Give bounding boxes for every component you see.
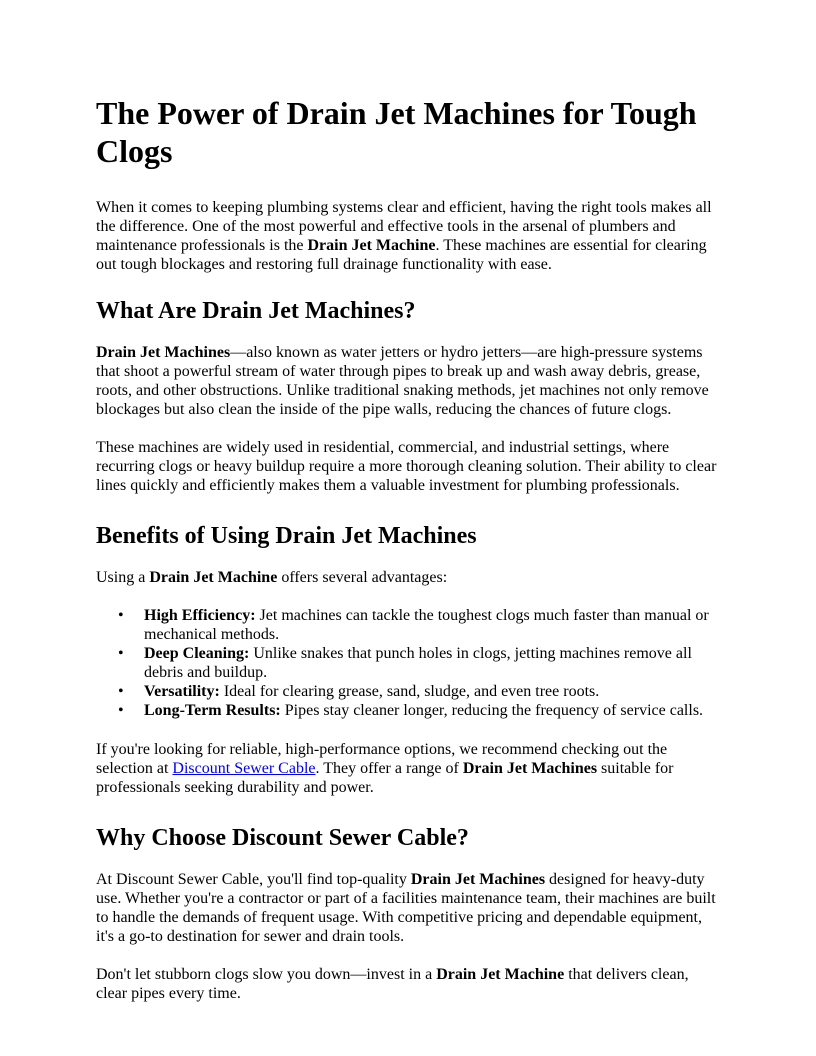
after-text-2: . They offer a range of bbox=[315, 760, 463, 777]
list-item-text: Unlike snakes that punch holes in clogs, jetting machines remove all debris and buildup. bbox=[144, 645, 692, 681]
what-paragraph-2: These machines are widely used in residential, commercial, and industrial settings, where recurring clogs or heavy buildup require a more thorough cleaning solution. Their ability to clear lines quickly and efficiently makes them a valuable investment for plumbing professionals. bbox=[96, 439, 717, 494]
benefits-lead bbox=[96, 568, 720, 587]
benefits-lead-text-2: offers several advantages: bbox=[277, 569, 448, 586]
list-item-text: Ideal for clearing grease, sand, sludge, and even tree roots. bbox=[219, 683, 600, 700]
intro-bold-term: Drain Jet Machine bbox=[307, 237, 436, 254]
benefits-after-paragraph bbox=[96, 740, 720, 797]
discount-sewer-cable-link[interactable]: Discount Sewer Cable bbox=[172, 760, 316, 777]
benefits-lead-text-1: Using a bbox=[96, 569, 150, 586]
list-item bbox=[118, 682, 720, 701]
why-bold-term: Drain Jet Machines bbox=[410, 871, 546, 888]
intro-text-2: . These machines are essential for clearing out tough blockages and restoring full drainage functionality with ease. bbox=[96, 237, 707, 273]
list-item bbox=[118, 701, 720, 720]
after-bold-term: Drain Jet Machines bbox=[462, 760, 598, 777]
why-text-4: that delivers clean, clear pipes every time. bbox=[96, 966, 689, 1002]
list-item bbox=[118, 606, 720, 644]
bullet-icon: • bbox=[118, 683, 124, 700]
list-item bbox=[118, 644, 720, 682]
heading-what-are: What Are Drain Jet Machines? bbox=[96, 298, 416, 324]
why-bold-term-2: Drain Jet Machine bbox=[436, 966, 565, 983]
list-item-label: Long-Term Results: bbox=[144, 702, 281, 719]
why-paragraph-2 bbox=[96, 965, 720, 1003]
why-text-3: Don't let stubborn clogs slow you down—invest in a bbox=[96, 966, 437, 983]
bullet-icon: • bbox=[118, 607, 124, 624]
list-item-label: Versatility: bbox=[144, 683, 220, 700]
after-text-3: suitable for professionals seeking durability and power. bbox=[96, 760, 674, 796]
what-paragraph-1 bbox=[96, 343, 720, 419]
after-text-1: If you're looking for reliable, high-performance options, we recommend checking out the selection at bbox=[96, 741, 668, 777]
why-text-2: designed for heavy-duty use. Whether you're a contractor or part of a facilities maintenance team, their machines are built to handle the demands of frequent usage. With competitive pricing and dependable equipment, it's a go-to destination for sewer and drain tools. bbox=[96, 871, 716, 945]
list-item-text: Jet machines can tackle the toughest clogs much faster than manual or mechanical methods. bbox=[144, 607, 709, 643]
list-item-label: High Efficiency: bbox=[144, 607, 256, 624]
what-text-1: —also known as water jetters or hydro jetters—are high-pressure systems that shoot a powerful stream of water through pipes to break up and wash away debris, grease, roots, and other obstructions. Unlike traditional snaking methods, jet machines not only remove blockages but also clean the inside of the pipe walls, reducing the chances of future clogs. bbox=[96, 344, 709, 418]
what-bold-term: Drain Jet Machines bbox=[96, 344, 231, 361]
benefits-lead-bold: Drain Jet Machine bbox=[149, 569, 278, 586]
list-item-text: Pipes stay cleaner longer, reducing the frequency of service calls. bbox=[280, 702, 704, 719]
why-text-1: At Discount Sewer Cable, you'll find top-quality bbox=[96, 871, 411, 888]
intro-paragraph bbox=[96, 198, 720, 274]
bullet-icon: • bbox=[118, 702, 124, 719]
list-item-label: Deep Cleaning: bbox=[144, 645, 250, 662]
benefits-list bbox=[96, 606, 720, 720]
page-title: The Power of Drain Jet Machines for Tough Clogs bbox=[96, 95, 697, 169]
heading-why-choose: Why Choose Discount Sewer Cable? bbox=[96, 825, 469, 851]
heading-benefits: Benefits of Using Drain Jet Machines bbox=[96, 523, 477, 549]
intro-text-1: When it comes to keeping plumbing systems clear and efficient, having the right tools makes all the difference. One of the most powerful and effective tools in the arsenal of plumbers and maintenance professionals is the bbox=[96, 199, 712, 254]
why-paragraph-1 bbox=[96, 870, 720, 946]
bullet-icon: • bbox=[118, 645, 124, 662]
